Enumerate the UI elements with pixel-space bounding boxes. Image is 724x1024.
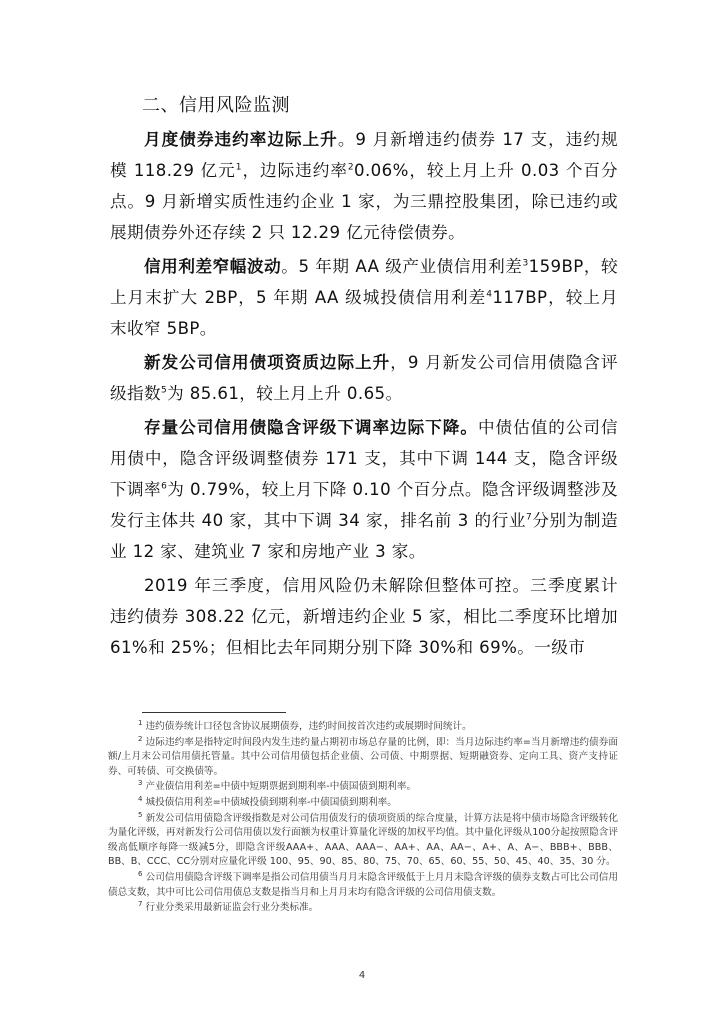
- footnote-ref: 4: [486, 289, 493, 300]
- paragraph-rating-downgrade: 存量公司信用债隐含评级下调率边际下降。中债估值的公司信用债中，隐含评级调整债券 171 支，其中下调 144 支，隐含评级下调率$^6$为 0.79%，较上月下降 0.10 个百分点。隐含评级调整涉及发行主体共 40 家，其中下调 34 家，排名前 3 的行业$^7$分别为制造业 12 家、建筑业 7 家和房地产业 3 家。: [110, 418, 619, 561]
- footnote-ref: 6: [161, 481, 168, 492]
- footnote: $^6$ 公司信用债隐含评级下调率是指公司信用债当月月末隐含评级低于上月月末隐含评级的债券支数占可比公司信用债总支数，其中可比公司信用债总支数是指当月和上月月末均有隐含评级的公司信用债支数。: [108, 869, 618, 898]
- footnote-ref: 1: [235, 162, 242, 173]
- footnote-ref: 3: [522, 258, 529, 269]
- footnote-divider: [142, 712, 286, 713]
- paragraph-lead: 存量公司信用债隐含评级下调率边际下降。: [144, 418, 478, 437]
- footnote: $^4$ 城投债信用利差=中债城投债到期利率-中债国债到期利率。: [138, 794, 397, 808]
- footnote: $^7$ 行业分类采用最新证监会行业分类标准。: [138, 899, 319, 914]
- page-number: 4: [358, 970, 366, 981]
- footnote: $^2$ 边际违约率是指特定时间段内发生违约量占期初市场总存量的比例，即：当月边际违约率=当月新增违约债券面额/上月末公司信用债托管量。其中公司信用债包括企业债、公司债、中期票据、短期融资券、定向工具、资产支持证券、可转债、可交换债等。: [108, 734, 618, 777]
- paragraph-default-rate: 月度债券违约率边际上升。9 月新增违约债券 17 支，违约规模 118.29 亿元$^1$，边际违约率$^2$0.06%，较上月上升 0.03 个百分点。9 月新增实质性违约企业 1 家，为三鼎控股集团，除已违约或展期债券外还存续 2 只 12.29 亿元待偿债券。: [110, 130, 619, 242]
- paragraph-q3-summary: 2019 年三季度，信用风险仍未解除但整体可控。三季度累计违约债券 308.22 亿元，新增违约企业 5 家，相比二季度环比增加 61%和 25%；但相比去年同期分别下降 30%和 69%。一级市: [110, 576, 618, 657]
- paragraph-credit-spread: 信用利差窄幅波动。5 年期 AA 级产业债信用利差$^3$159BP，较上月末扩大 2BP，5 年期 AA 级城投债信用利差$^4$117BP，较上月末收窄 5BP。: [110, 257, 618, 338]
- paragraph-new-issuance: 新发公司信用债项资质边际上升，9 月新发公司信用债隐含评级指数$^5$为 85.61，较上月上升 0.65。: [110, 353, 618, 403]
- footnote-ref: 5: [160, 385, 168, 396]
- footnote: $^1$ 违约债券统计口径包含协议展期债券，违约时间按首次违约或展期时间统计。: [138, 718, 472, 732]
- footnotes: [108, 720, 618, 917]
- paragraph-lead: 月度债券违约率边际上升: [144, 130, 338, 149]
- footnote: $^3$ 产业债信用利差=中债中短期票据到期利率-中债国债到期利率。: [138, 779, 417, 793]
- footnote: $^5$ 新发公司信用债隐含评级指数是对公司信用债发行的债项资质的综合度量，计算方法是将中债市场隐含评级转化为量化评级，再对新发行公司信用债以发行面额为权重计算量化评级的加权平均值。其中量化评级从100分起按照隐含评级高低顺序每降一级减5分，即隐含评级AAA+、AAA、AAA−、AA+、AA、AA−、A+、A、A−、BBB+、BBB、BB、B、CCC、CC分别对应量化评级 100、95、90、85、80、75、70、65、60、55、50、45、40、35、30 分。: [108, 810, 618, 868]
- body-text: [110, 124, 618, 666]
- section-title: 二、信用风险监测: [142, 95, 290, 116]
- footnote-ref: 7: [526, 512, 533, 523]
- paragraph-lead: 信用利差窄幅波动: [144, 257, 282, 276]
- footnote-ref: 2: [347, 162, 355, 173]
- paragraph-lead: 新发公司信用债项资质边际上升: [144, 353, 391, 372]
